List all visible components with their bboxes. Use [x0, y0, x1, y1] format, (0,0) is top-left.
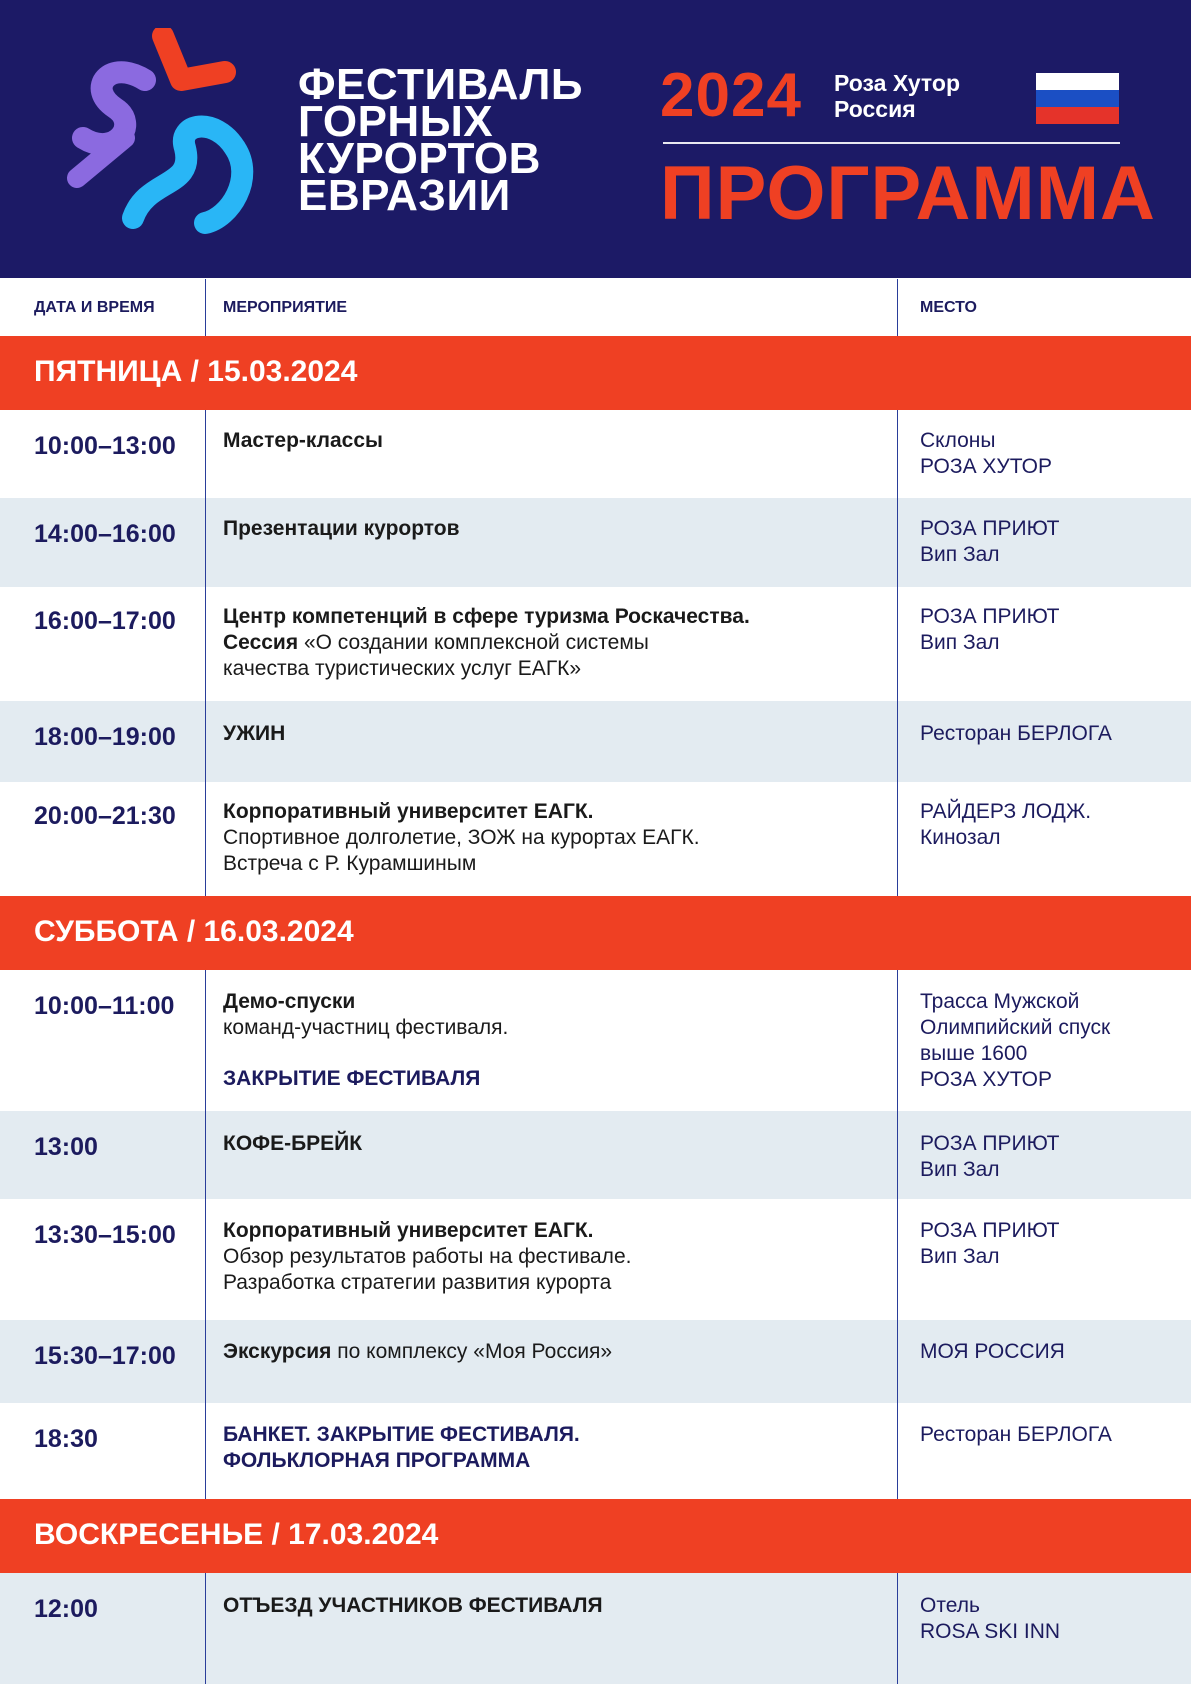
column-divider	[205, 279, 206, 336]
table-row	[0, 498, 1191, 587]
festival-logo-icon	[55, 28, 275, 238]
table-row	[0, 1111, 1191, 1199]
row-event	[223, 428, 863, 454]
place-line: Вип Зал	[920, 1158, 1000, 1181]
day-label: ВОСКРЕСЕНЬЕ / 17.03.2024	[34, 1518, 439, 1551]
table-row	[0, 587, 1191, 701]
place-line: РОЗА ПРИЮТ	[920, 1219, 1060, 1242]
title-line: ЕВРАЗИИ	[298, 171, 511, 220]
row-time: 12:00	[34, 1595, 98, 1623]
row-time: 15:30–17:00	[34, 1342, 176, 1370]
row-event	[223, 799, 863, 877]
row-place	[920, 799, 1180, 851]
day-label: СУББОТА / 16.03.2024	[34, 915, 354, 948]
table-row	[0, 701, 1191, 782]
event-text: команд-участниц фестиваля.	[223, 1016, 509, 1039]
row-time: 10:00–11:00	[34, 992, 175, 1020]
event-title: Корпоративный университет ЕАГК.	[223, 1219, 594, 1242]
place-line: Трасса Мужской	[920, 990, 1080, 1013]
place-line: РОЗА ПРИЮТ	[920, 605, 1060, 628]
row-time: 13:00	[34, 1133, 98, 1161]
row-event	[223, 1339, 863, 1365]
table-row	[0, 782, 1191, 896]
place-line: Ресторан БЕРЛОГА	[920, 722, 1112, 745]
row-place	[920, 721, 1180, 747]
column-header-datetime: ДАТА И ВРЕМЯ	[34, 299, 155, 316]
title-line: ФЕСТИВАЛЬ	[298, 60, 583, 109]
row-place	[920, 1131, 1180, 1183]
event-subtitle: Сессия	[223, 631, 299, 654]
row-time: 18:00–19:00	[34, 723, 176, 751]
row-place	[920, 1218, 1180, 1270]
event-title: Центр компетенций в сфере туризма Роскачества.	[223, 605, 750, 628]
column-divider	[205, 410, 206, 896]
place-line: Вип Зал	[920, 631, 1000, 654]
row-event: ОТЪЕЗД УЧАСТНИКОВ ФЕСТИВАЛЯ	[223, 1594, 603, 1617]
event-title: Презентации курортов	[223, 517, 460, 540]
program-title: ПРОГРАММА	[660, 151, 1156, 236]
row-event: УЖИН	[223, 722, 286, 745]
table-row	[0, 1403, 1191, 1499]
row-time: 10:00–13:00	[34, 432, 176, 460]
day-header	[0, 896, 1191, 970]
year: 2024	[660, 61, 802, 130]
event-text: качества туристических услуг ЕАГК»	[223, 657, 582, 680]
row-event	[223, 1422, 863, 1474]
location	[834, 70, 960, 122]
title-line: КУРОРТОВ	[298, 134, 541, 183]
table-row	[0, 1199, 1191, 1320]
row-place	[920, 1339, 1180, 1365]
event-text: «О создании комплексной системы	[303, 631, 649, 654]
place-line: РОЗА ПРИЮТ	[920, 1132, 1060, 1155]
event-highlight: БАНКЕТ. ЗАКРЫТИЕ ФЕСТИВАЛЯ.	[223, 1423, 580, 1446]
event-text: Встреча с Р. Курамшиным	[223, 852, 477, 875]
event-title: Демо-спуски	[223, 990, 356, 1013]
event-text: по комплексу «Моя Россия»	[337, 1340, 613, 1363]
place-line: РАЙДЕРЗ ЛОДЖ.	[920, 800, 1092, 823]
location-country: Россия	[834, 96, 916, 122]
column-header-event: МЕРОПРИЯТИЕ	[223, 299, 348, 316]
table-row	[0, 410, 1191, 498]
place-line: Вип Зал	[920, 1245, 1000, 1268]
row-time: 14:00–16:00	[34, 520, 176, 548]
column-divider	[897, 1573, 898, 1684]
place-line: МОЯ РОССИЯ	[920, 1340, 1065, 1363]
column-divider	[897, 279, 898, 336]
place-line: РОЗА ХУТОР	[920, 1068, 1052, 1091]
row-time: 13:30–15:00	[34, 1221, 176, 1249]
table-row	[0, 970, 1191, 1111]
row-place	[920, 1422, 1180, 1448]
row-time: 16:00–17:00	[34, 607, 176, 635]
row-place	[920, 604, 1180, 656]
table-row	[0, 1320, 1191, 1403]
place-line: РОЗА ХУТОР	[920, 455, 1052, 478]
row-place	[920, 428, 1180, 480]
place-line: Вип Зал	[920, 543, 1000, 566]
place-line: РОЗА ПРИЮТ	[920, 517, 1060, 540]
header	[0, 0, 1191, 278]
row-time: 20:00–21:30	[34, 802, 176, 830]
place-line: Кинозал	[920, 826, 1001, 849]
event-highlight: ЗАКРЫТИЕ ФЕСТИВАЛЯ	[223, 1067, 481, 1090]
event-title: Мастер-классы	[223, 429, 383, 452]
title-line: ГОРНЫХ	[298, 97, 494, 146]
row-place	[920, 989, 1180, 1093]
row-event	[223, 1218, 863, 1296]
column-divider	[897, 410, 898, 896]
event-title: Экскурсия	[223, 1340, 332, 1363]
place-line: Олимпийский спуск	[920, 1016, 1111, 1039]
column-divider	[897, 970, 898, 1499]
festival-title	[298, 60, 583, 220]
day-header	[0, 1499, 1191, 1573]
row-place	[920, 1593, 1180, 1645]
event-text: Обзор результатов работы на фестивале.	[223, 1245, 632, 1268]
place-line: Склоны	[920, 429, 996, 452]
row-event: КОФЕ-БРЕЙК	[223, 1132, 363, 1155]
russia-flag-icon	[1036, 73, 1119, 124]
event-text: Спортивное долголетие, ЗОЖ на курортах ЕАГК.	[223, 826, 700, 849]
row-event	[223, 516, 863, 542]
column-headers	[0, 279, 1191, 336]
row-time: 18:30	[34, 1425, 98, 1453]
row-event	[223, 989, 863, 1092]
column-header-place: МЕСТО	[920, 299, 977, 316]
place-line: выше 1600	[920, 1042, 1028, 1065]
day-header	[0, 336, 1191, 410]
event-title: Корпоративный университет ЕАГК.	[223, 800, 594, 823]
event-highlight: ФОЛЬКЛОРНАЯ ПРОГРАММА	[223, 1449, 531, 1472]
place-line: Ресторан БЕРЛОГА	[920, 1423, 1112, 1446]
column-divider	[205, 1573, 206, 1684]
header-divider	[663, 142, 1120, 144]
column-divider	[205, 970, 206, 1499]
event-text: Разработка стратегии развития курорта	[223, 1271, 612, 1294]
location-city: Роза Хутор	[834, 70, 960, 96]
place-line: ROSA SKI INN	[920, 1620, 1061, 1643]
table-row	[0, 1573, 1191, 1684]
day-label: ПЯТНИЦА / 15.03.2024	[34, 355, 358, 388]
row-place	[920, 516, 1180, 568]
row-event	[223, 604, 863, 682]
place-line: Отель	[920, 1594, 980, 1617]
